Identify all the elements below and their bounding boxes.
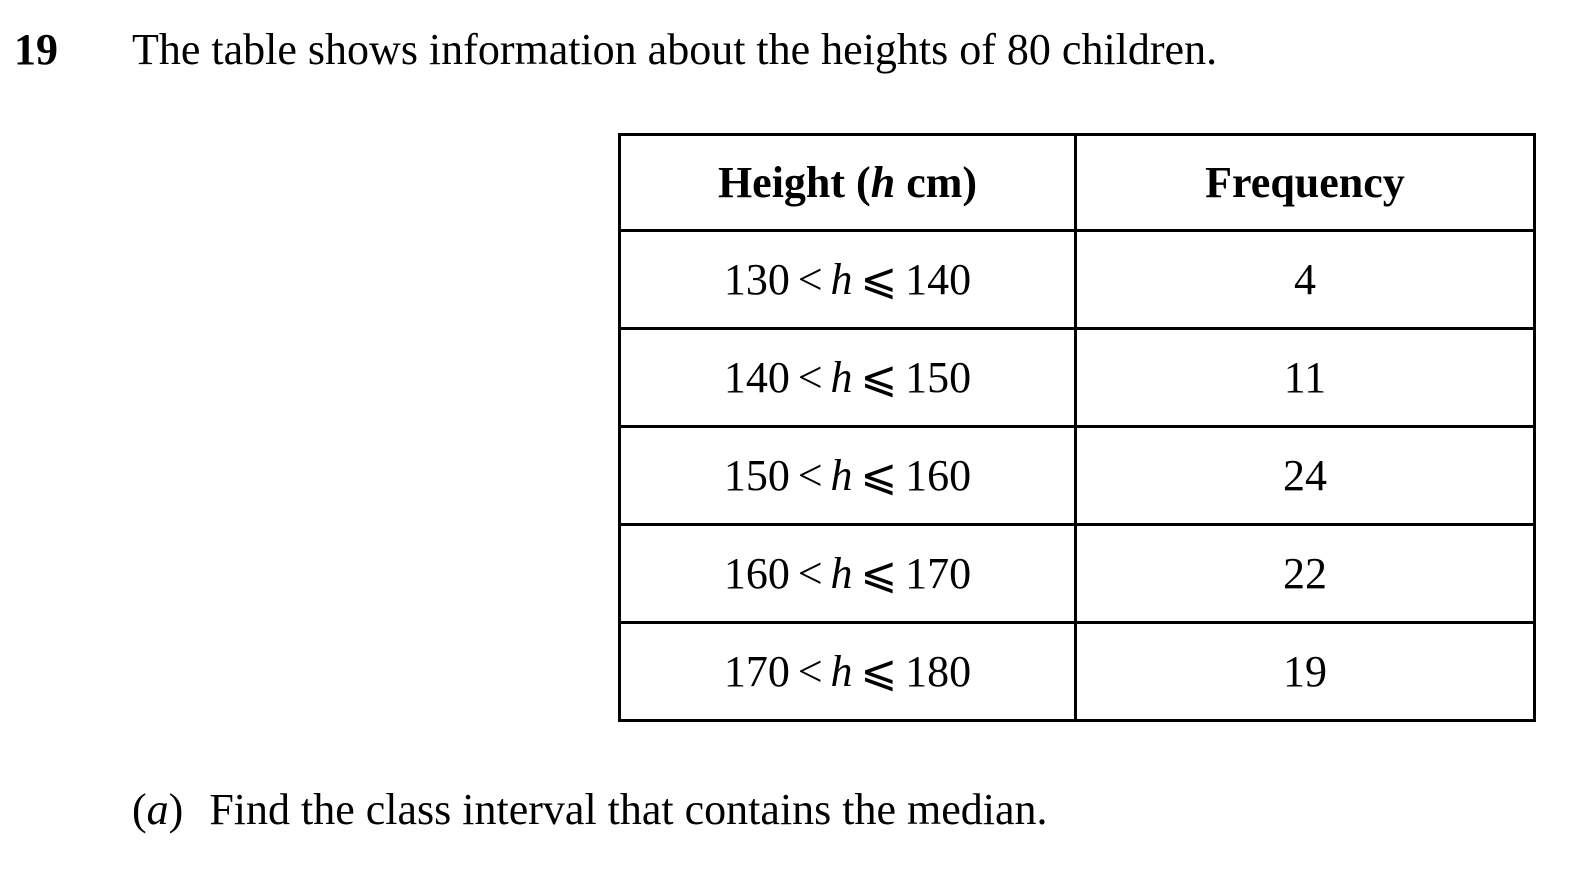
height-header-prefix: Height ( [717,158,871,207]
interval-lower: 130 [723,255,790,304]
interval-lower: 140 [723,353,790,402]
table-row [620,231,1535,329]
height-interval-cell [620,329,1076,427]
height-interval-cell [620,525,1076,623]
question-number: 19 [14,25,58,74]
part-label-close-paren: ) [168,785,184,834]
less-or-equal-symbol: ⩽ [860,549,898,598]
part-a-label [132,785,183,834]
height-column-header [620,135,1076,231]
less-or-equal-symbol: ⩽ [860,647,898,696]
part-a-question-text: Find the class interval that contains the median. [209,785,1048,834]
interval-lower: 160 [723,549,790,598]
less-or-equal-symbol: ⩽ [860,451,898,500]
height-variable: h [830,353,853,402]
less-or-equal-symbol: ⩽ [860,353,898,402]
table-row [620,525,1535,623]
table-row [620,329,1535,427]
interval-upper: 150 [905,353,972,402]
height-variable: h [830,549,853,598]
interval-upper: 140 [905,255,972,304]
height-header-variable: h [870,158,896,207]
interval-upper: 160 [905,451,972,500]
part-label-open-paren: ( [132,785,147,834]
height-interval-cell [620,623,1076,721]
height-variable: h [830,647,853,696]
height-interval-cell [620,427,1076,525]
less-than-symbol: < [797,647,823,696]
height-interval-cell [620,231,1076,329]
less-than-symbol: < [797,451,823,500]
height-header-suffix: cm) [895,158,978,207]
frequency-cell: 19 [1075,623,1534,721]
less-or-equal-symbol: ⩽ [860,255,898,304]
part-label-letter: a [146,785,169,834]
interval-upper: 170 [905,549,972,598]
table-header-row [620,135,1535,231]
height-variable: h [830,255,853,304]
interval-lower: 170 [723,647,790,696]
frequency-column-header: Frequency [1075,135,1534,231]
interval-lower: 150 [723,451,790,500]
frequency-cell: 11 [1075,329,1534,427]
question-stem: The table shows information about the heights of 80 children. [132,25,1218,74]
less-than-symbol: < [797,549,823,598]
less-than-symbol: < [797,255,823,304]
interval-upper: 180 [905,647,972,696]
part-a [132,782,1048,838]
frequency-cell: 24 [1075,427,1534,525]
less-than-symbol: < [797,353,823,402]
frequency-cell: 4 [1075,231,1534,329]
table-row [620,427,1535,525]
height-frequency-table [618,133,1536,722]
frequency-cell: 22 [1075,525,1534,623]
table-row [620,623,1535,721]
height-variable: h [830,451,853,500]
